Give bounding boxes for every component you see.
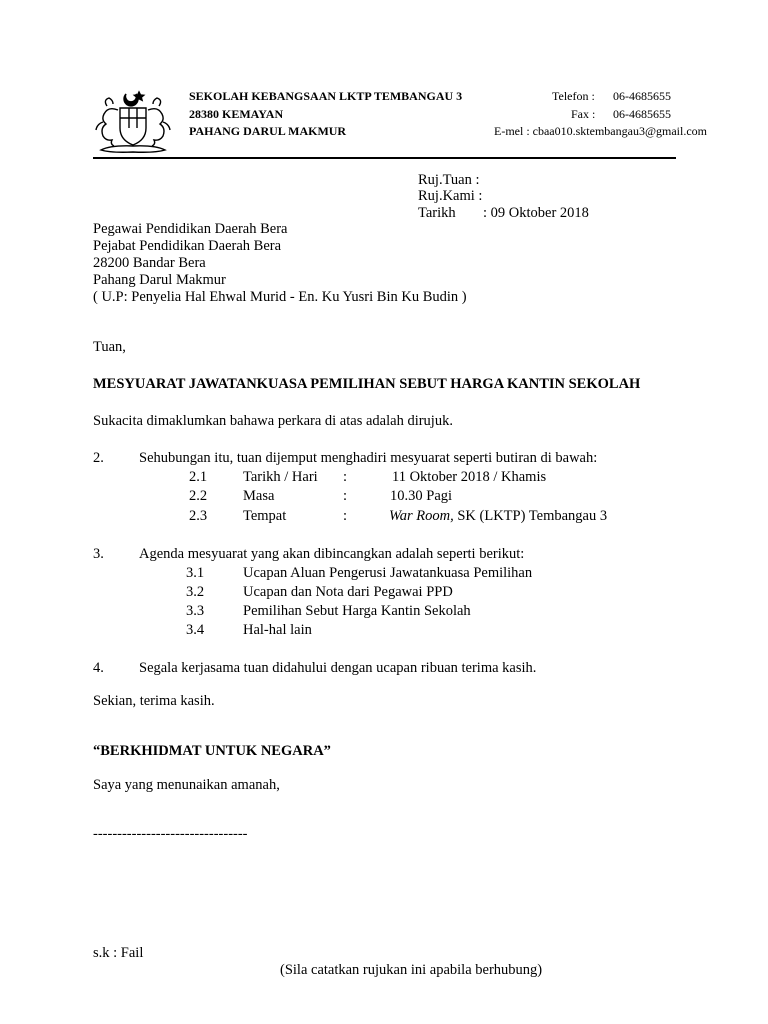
agenda-number: 3.4 xyxy=(186,622,205,638)
para2-text: Sehubungan itu, tuan dijemput menghadiri mesyuarat seperti butiran di bawah: xyxy=(139,450,598,466)
detail-value: 11 Oktober 2018 / Khamis xyxy=(392,469,547,485)
detail-value xyxy=(389,508,607,525)
recipient-line: Pejabat Pendidikan Daerah Bera xyxy=(93,238,282,254)
phone-label: Telefon : xyxy=(552,89,595,103)
recipient-line: Pegawai Pendidikan Daerah Bera xyxy=(93,221,288,237)
school-address-line1: 28380 KEMAYAN xyxy=(189,107,284,121)
school-address-line2: PAHANG DARUL MAKMUR xyxy=(189,124,347,138)
header-divider xyxy=(93,157,676,159)
cc-line: s.k : Fail xyxy=(93,945,144,961)
footer-note: (Sila catatkan rujukan ini apabila berhubung) xyxy=(280,962,543,978)
letter-subject: MESYUARAT JAWATANKUASA PEMILIHAN SEBUT HARGA KANTIN SEKOLAH xyxy=(93,376,641,392)
ref-tarikh-value: : 09 Oktober 2018 xyxy=(483,205,589,221)
ref-tarikh-label: Tarikh xyxy=(418,205,456,221)
detail-value: 10.30 Pagi xyxy=(390,488,453,504)
detail-number: 2.3 xyxy=(189,508,208,524)
detail-value-italic: War Room, xyxy=(389,508,454,524)
signature-line: -------------------------------- xyxy=(93,826,248,842)
agenda-item: Ucapan dan Nota dari Pegawai PPD xyxy=(243,584,453,600)
intro-paragraph: Sukacita dimaklumkan bahawa perkara di atas adalah dirujuk. xyxy=(93,413,453,429)
detail-colon: : xyxy=(343,508,348,524)
para3-number: 3. xyxy=(93,546,104,562)
signoff: Saya yang menunaikan amanah, xyxy=(93,777,280,793)
para4-number: 4. xyxy=(93,660,104,676)
detail-number: 2.1 xyxy=(189,469,208,485)
email-address: E-mel : cbaa010.sktembangau3@gmail.com xyxy=(494,124,707,138)
agenda-number: 3.3 xyxy=(186,603,205,619)
ref-ruj-kami: Ruj.Kami : xyxy=(418,188,483,204)
recipient-line: 28200 Bandar Bera xyxy=(93,255,206,271)
para2-number: 2. xyxy=(93,450,104,466)
detail-colon: : xyxy=(343,488,348,504)
fax-label: Fax : xyxy=(571,107,596,121)
motto: “BERKHIDMAT UNTUK NEGARA” xyxy=(93,743,331,759)
agenda-item: Ucapan Aluan Pengerusi Jawatankuasa Pemilihan xyxy=(243,565,533,581)
para4-text: Segala kerjasama tuan didahului dengan ucapan ribuan terima kasih. xyxy=(139,660,537,676)
detail-number: 2.2 xyxy=(189,488,208,504)
salutation: Tuan, xyxy=(93,339,126,355)
detail-label: Masa xyxy=(243,488,275,504)
detail-label: Tempat xyxy=(243,508,287,524)
detail-label: Tarikh / Hari xyxy=(243,469,318,485)
agenda-number: 3.2 xyxy=(186,584,205,600)
detail-value-rest: SK (LKTP) Tembangau 3 xyxy=(453,508,608,524)
fax-number: 06-4685655 xyxy=(613,107,671,121)
recipient-line: Pahang Darul Makmur xyxy=(93,272,226,288)
agenda-item: Pemilihan Sebut Harga Kantin Sekolah xyxy=(243,603,471,619)
phone-number: 06-4685655 xyxy=(613,89,671,103)
closing: Sekian, terima kasih. xyxy=(93,693,215,709)
coat-of-arms-logo xyxy=(93,88,173,158)
para3-text: Agenda mesyuarat yang akan dibincangkan adalah seperti berikut: xyxy=(139,546,525,562)
school-name: SEKOLAH KEBANGSAAN LKTP TEMBANGAU 3 xyxy=(189,89,463,103)
ref-ruj-tuan: Ruj.Tuan : xyxy=(418,172,480,188)
recipient-attention: ( U.P: Penyelia Hal Ehwal Murid - En. Ku Yusri Bin Ku Budin ) xyxy=(93,289,467,305)
detail-colon: : xyxy=(343,469,348,485)
agenda-number: 3.1 xyxy=(186,565,205,581)
agenda-item: Hal-hal lain xyxy=(243,622,312,638)
